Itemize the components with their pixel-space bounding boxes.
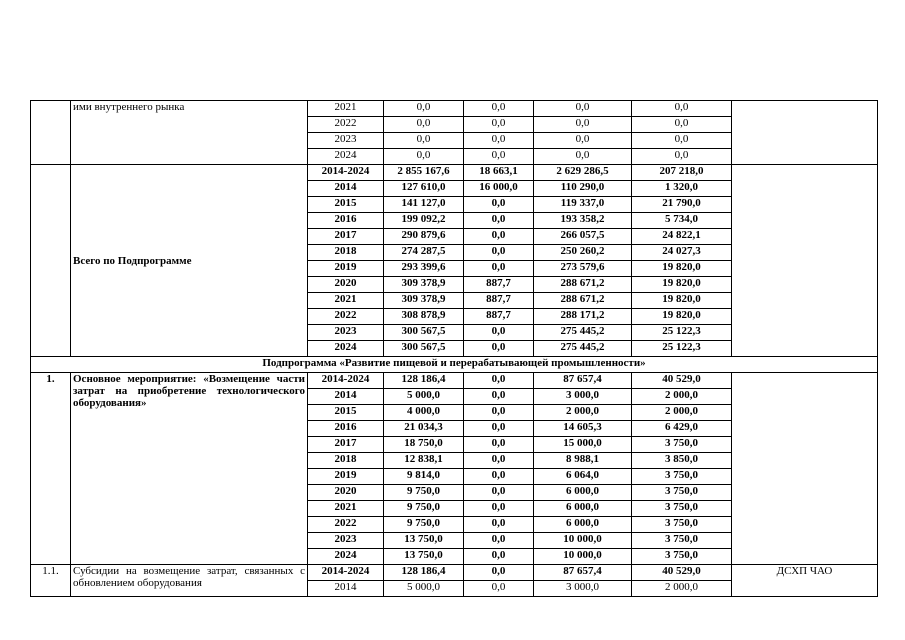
item-number-cell [31, 165, 71, 357]
other-cell: 2 000,0 [632, 581, 732, 597]
total-cell: 9 750,0 [384, 485, 464, 501]
total-cell: 274 287,5 [384, 245, 464, 261]
section-row [31, 357, 878, 373]
regional-cell: 250 260,2 [534, 245, 632, 261]
regional-cell: 273 579,6 [534, 261, 632, 277]
total-cell: 309 378,9 [384, 277, 464, 293]
federal-cell: 0,0 [464, 437, 534, 453]
federal-cell: 0,0 [464, 581, 534, 597]
federal-cell: 0,0 [464, 549, 534, 565]
year-cell: 2021 [308, 501, 384, 517]
regional-cell: 275 445,2 [534, 341, 632, 357]
total-cell: 309 378,9 [384, 293, 464, 309]
regional-cell: 87 657,4 [534, 565, 632, 581]
other-cell: 24 822,1 [632, 229, 732, 245]
regional-cell: 288 171,2 [534, 309, 632, 325]
year-cell: 2023 [308, 533, 384, 549]
year-cell: 2024 [308, 549, 384, 565]
total-cell: 128 186,4 [384, 565, 464, 581]
total-cell: 2 855 167,6 [384, 165, 464, 181]
executor-cell: ДСХП ЧАО [732, 565, 878, 597]
regional-cell: 10 000,0 [534, 533, 632, 549]
total-cell: 9 750,0 [384, 501, 464, 517]
federal-cell: 0,0 [464, 453, 534, 469]
other-cell: 25 122,3 [632, 341, 732, 357]
other-cell: 2 000,0 [632, 389, 732, 405]
item-number-cell [31, 101, 71, 165]
other-cell: 3 850,0 [632, 453, 732, 469]
year-cell: 2020 [308, 485, 384, 501]
year-cell: 2014 [308, 181, 384, 197]
table-row [31, 165, 878, 181]
federal-cell: 0,0 [464, 373, 534, 389]
total-cell: 300 567,5 [384, 341, 464, 357]
regional-cell: 6 064,0 [534, 469, 632, 485]
year-cell: 2014-2024 [308, 565, 384, 581]
other-cell: 0,0 [632, 149, 732, 165]
regional-cell: 288 671,2 [534, 293, 632, 309]
table-body [31, 101, 878, 597]
year-cell: 2017 [308, 229, 384, 245]
year-cell: 2023 [308, 133, 384, 149]
year-cell: 2023 [308, 325, 384, 341]
total-cell: 9 814,0 [384, 469, 464, 485]
regional-cell: 3 000,0 [534, 581, 632, 597]
total-cell: 0,0 [384, 149, 464, 165]
year-cell: 2014 [308, 389, 384, 405]
federal-cell: 0,0 [464, 517, 534, 533]
regional-cell: 10 000,0 [534, 549, 632, 565]
year-cell: 2021 [308, 101, 384, 117]
federal-cell: 0,0 [464, 229, 534, 245]
total-cell: 199 092,2 [384, 213, 464, 229]
federal-cell: 0,0 [464, 245, 534, 261]
year-cell: 2024 [308, 149, 384, 165]
total-cell: 293 399,6 [384, 261, 464, 277]
federal-cell: 0,0 [464, 213, 534, 229]
regional-cell: 288 671,2 [534, 277, 632, 293]
year-cell: 2014-2024 [308, 373, 384, 389]
federal-cell: 0,0 [464, 389, 534, 405]
year-cell: 2021 [308, 293, 384, 309]
federal-cell: 0,0 [464, 469, 534, 485]
regional-cell: 193 358,2 [534, 213, 632, 229]
year-cell: 2018 [308, 453, 384, 469]
other-cell: 25 122,3 [632, 325, 732, 341]
regional-cell: 6 000,0 [534, 485, 632, 501]
regional-cell: 266 057,5 [534, 229, 632, 245]
federal-cell: 0,0 [464, 533, 534, 549]
year-cell: 2017 [308, 437, 384, 453]
item-number-cell: 1.1. [31, 565, 71, 597]
regional-cell: 2 629 286,5 [534, 165, 632, 181]
other-cell: 19 820,0 [632, 277, 732, 293]
year-cell: 2014-2024 [308, 165, 384, 181]
regional-cell: 0,0 [534, 133, 632, 149]
regional-cell: 15 000,0 [534, 437, 632, 453]
other-cell: 19 820,0 [632, 261, 732, 277]
regional-cell: 119 337,0 [534, 197, 632, 213]
total-cell: 13 750,0 [384, 549, 464, 565]
federal-cell: 0,0 [464, 421, 534, 437]
regional-cell: 6 000,0 [534, 501, 632, 517]
total-cell: 300 567,5 [384, 325, 464, 341]
federal-cell: 887,7 [464, 277, 534, 293]
table-row [31, 373, 878, 389]
federal-cell: 0,0 [464, 149, 534, 165]
federal-cell: 0,0 [464, 133, 534, 149]
year-cell: 2022 [308, 517, 384, 533]
executor-cell [732, 373, 878, 565]
item-description-cell: Субсидии на возмещение затрат, связанных с обновлением оборудования [71, 565, 308, 597]
total-cell: 0,0 [384, 133, 464, 149]
other-cell: 3 750,0 [632, 469, 732, 485]
regional-cell: 3 000,0 [534, 389, 632, 405]
other-cell: 19 820,0 [632, 309, 732, 325]
total-cell: 290 879,6 [384, 229, 464, 245]
other-cell: 1 320,0 [632, 181, 732, 197]
other-cell: 3 750,0 [632, 437, 732, 453]
total-cell: 13 750,0 [384, 533, 464, 549]
item-description-cell: ими внутреннего рынка [71, 101, 308, 165]
other-cell: 40 529,0 [632, 565, 732, 581]
regional-cell: 0,0 [534, 101, 632, 117]
total-cell: 12 838,1 [384, 453, 464, 469]
total-cell: 308 878,9 [384, 309, 464, 325]
regional-cell: 0,0 [534, 117, 632, 133]
year-cell: 2015 [308, 405, 384, 421]
federal-cell: 18 663,1 [464, 165, 534, 181]
regional-cell: 14 605,3 [534, 421, 632, 437]
total-cell: 21 034,3 [384, 421, 464, 437]
other-cell: 3 750,0 [632, 501, 732, 517]
other-cell: 21 790,0 [632, 197, 732, 213]
year-cell: 2024 [308, 341, 384, 357]
table-row [31, 101, 878, 117]
other-cell: 0,0 [632, 101, 732, 117]
federal-cell: 16 000,0 [464, 181, 534, 197]
item-description-cell: Всего по Подпрограмме [71, 165, 308, 357]
total-cell: 127 610,0 [384, 181, 464, 197]
federal-cell: 0,0 [464, 405, 534, 421]
item-number-cell: 1. [31, 373, 71, 565]
total-cell: 5 000,0 [384, 581, 464, 597]
regional-cell: 87 657,4 [534, 373, 632, 389]
total-cell: 18 750,0 [384, 437, 464, 453]
regional-cell: 6 000,0 [534, 517, 632, 533]
regional-cell: 0,0 [534, 149, 632, 165]
regional-cell: 2 000,0 [534, 405, 632, 421]
other-cell: 5 734,0 [632, 213, 732, 229]
other-cell: 24 027,3 [632, 245, 732, 261]
year-cell: 2019 [308, 261, 384, 277]
regional-cell: 8 988,1 [534, 453, 632, 469]
other-cell: 0,0 [632, 117, 732, 133]
other-cell: 207 218,0 [632, 165, 732, 181]
other-cell: 3 750,0 [632, 549, 732, 565]
other-cell: 6 429,0 [632, 421, 732, 437]
federal-cell: 0,0 [464, 197, 534, 213]
year-cell: 2014 [308, 581, 384, 597]
regional-cell: 275 445,2 [534, 325, 632, 341]
total-cell: 0,0 [384, 117, 464, 133]
year-cell: 2022 [308, 117, 384, 133]
year-cell: 2016 [308, 421, 384, 437]
executor-cell [732, 165, 878, 357]
section-title: Подпрограмма «Развитие пищевой и перерабатывающей промышленности» [31, 357, 878, 373]
executor-cell [732, 101, 878, 165]
budget-table [30, 100, 878, 597]
total-cell: 0,0 [384, 101, 464, 117]
year-cell: 2019 [308, 469, 384, 485]
federal-cell: 0,0 [464, 485, 534, 501]
federal-cell: 0,0 [464, 565, 534, 581]
total-cell: 4 000,0 [384, 405, 464, 421]
other-cell: 2 000,0 [632, 405, 732, 421]
other-cell: 3 750,0 [632, 517, 732, 533]
federal-cell: 0,0 [464, 101, 534, 117]
total-cell: 128 186,4 [384, 373, 464, 389]
table-row [31, 565, 878, 581]
federal-cell: 0,0 [464, 117, 534, 133]
total-cell: 5 000,0 [384, 389, 464, 405]
year-cell: 2016 [308, 213, 384, 229]
total-cell: 141 127,0 [384, 197, 464, 213]
other-cell: 3 750,0 [632, 533, 732, 549]
federal-cell: 887,7 [464, 293, 534, 309]
year-cell: 2022 [308, 309, 384, 325]
other-cell: 0,0 [632, 133, 732, 149]
federal-cell: 0,0 [464, 325, 534, 341]
total-cell: 9 750,0 [384, 517, 464, 533]
regional-cell: 110 290,0 [534, 181, 632, 197]
federal-cell: 887,7 [464, 309, 534, 325]
federal-cell: 0,0 [464, 341, 534, 357]
year-cell: 2018 [308, 245, 384, 261]
federal-cell: 0,0 [464, 261, 534, 277]
year-cell: 2020 [308, 277, 384, 293]
year-cell: 2015 [308, 197, 384, 213]
federal-cell: 0,0 [464, 501, 534, 517]
item-description-cell: Основное мероприятие: «Возмещение части затрат на приобретение технологического оборудования» [71, 373, 308, 565]
other-cell: 3 750,0 [632, 485, 732, 501]
other-cell: 40 529,0 [632, 373, 732, 389]
other-cell: 19 820,0 [632, 293, 732, 309]
